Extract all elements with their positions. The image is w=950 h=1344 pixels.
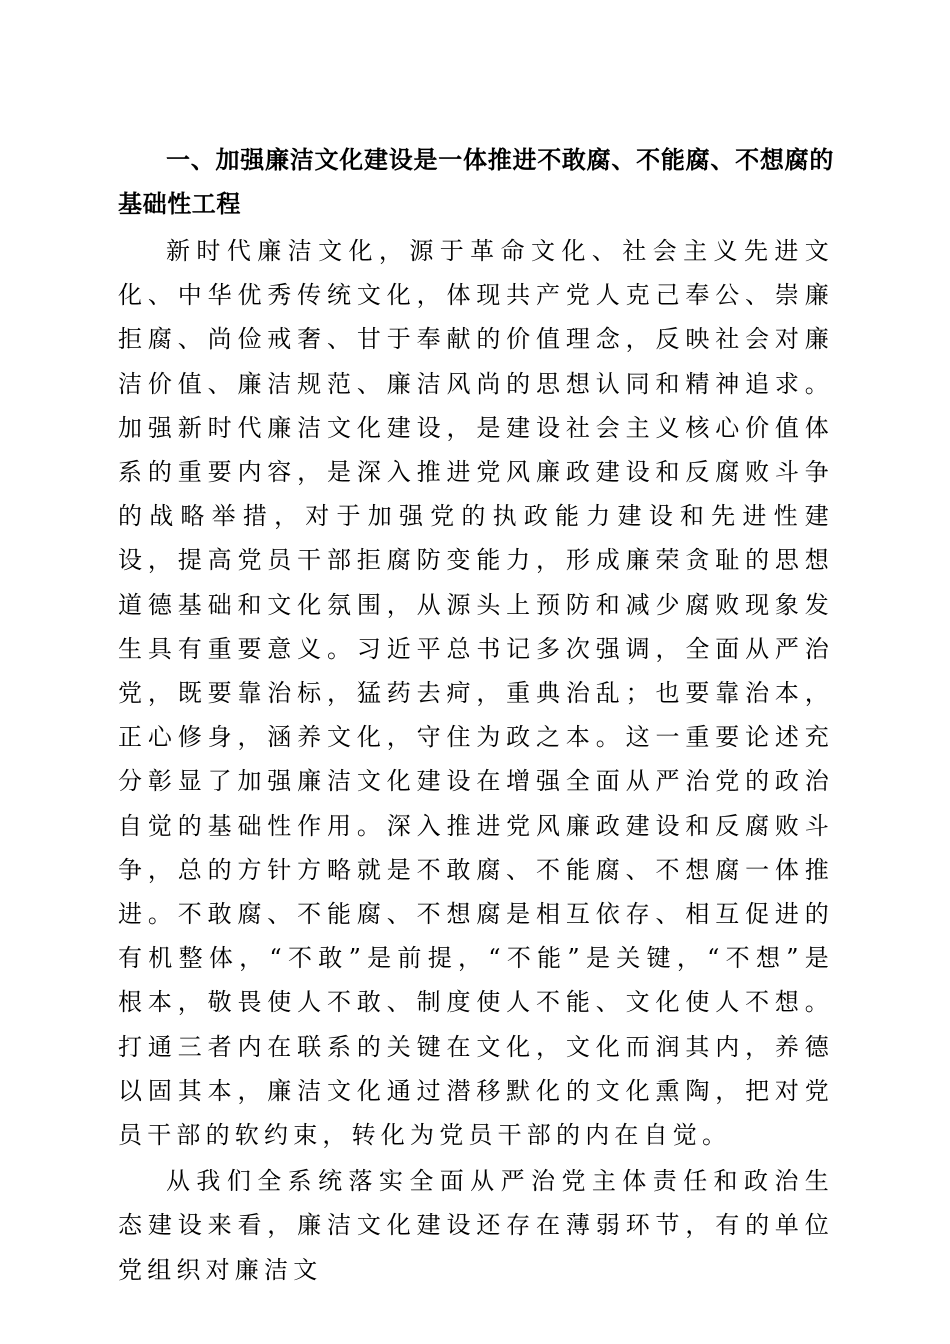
body-paragraph-1: 新时代廉洁文化，源于革命文化、社会主义先进文化、中华优秀传统文化，体现共产党人克己奉公、崇廉拒腐、尚俭戒奢、甘于奉献的价值理念，反映社会对廉洁价值、廉洁规范、廉洁风尚的思想认同和精神追求。加强新时代廉洁文化建设，是建设社会主义核心价值体系的重要内容，是深入推进党风廉政建设和反腐败斗争的战略举措，对于加强党的执政能力建设和先进性建设，提高党员干部拒腐防变能力，形成廉荣贪耻的思想道德基础和文化氛围，从源头上预防和减少腐败现象发生具有重要意义。习近平总书记多次强调，全面从严治党，既要靠治标，猛药去疴，重典治乱；也要靠治本，正心修身，涵养文化，守住为政之本。这一重要论述充分彰显了加强廉洁文化建设在增强全面从严治党的政治自觉的基础性作用。深入推进党风廉政建设和反腐败斗争，总的方针方略就是不敢腐、不能腐、不想腐一体推进。不敢腐、不能腐、不想腐是相互依存、相互促进的有机整体，“不敢”是前提，“不能”是关键，“不想”是根本，敬畏使人不敢、制度使人不能、文化使人不想。打通三者内在联系的关键在文化，文化而润其内，养德以固其本，廉洁文化通过潜移默化的文化熏陶，把对党员干部的软约束，转化为党员干部的内在自觉。 [118,237,834,1150]
section-heading: 一、加强廉洁文化建设是一体推进不敢腐、不能腐、不想腐的基础性工程 [118,146,834,218]
body-paragraph-2: 从我们全系统落实全面从严治党主体责任和政治生态建设来看，廉洁文化建设还存在薄弱环节，有的单位党组织对廉洁文 [118,1167,834,1284]
document-body [118,138,834,1292]
